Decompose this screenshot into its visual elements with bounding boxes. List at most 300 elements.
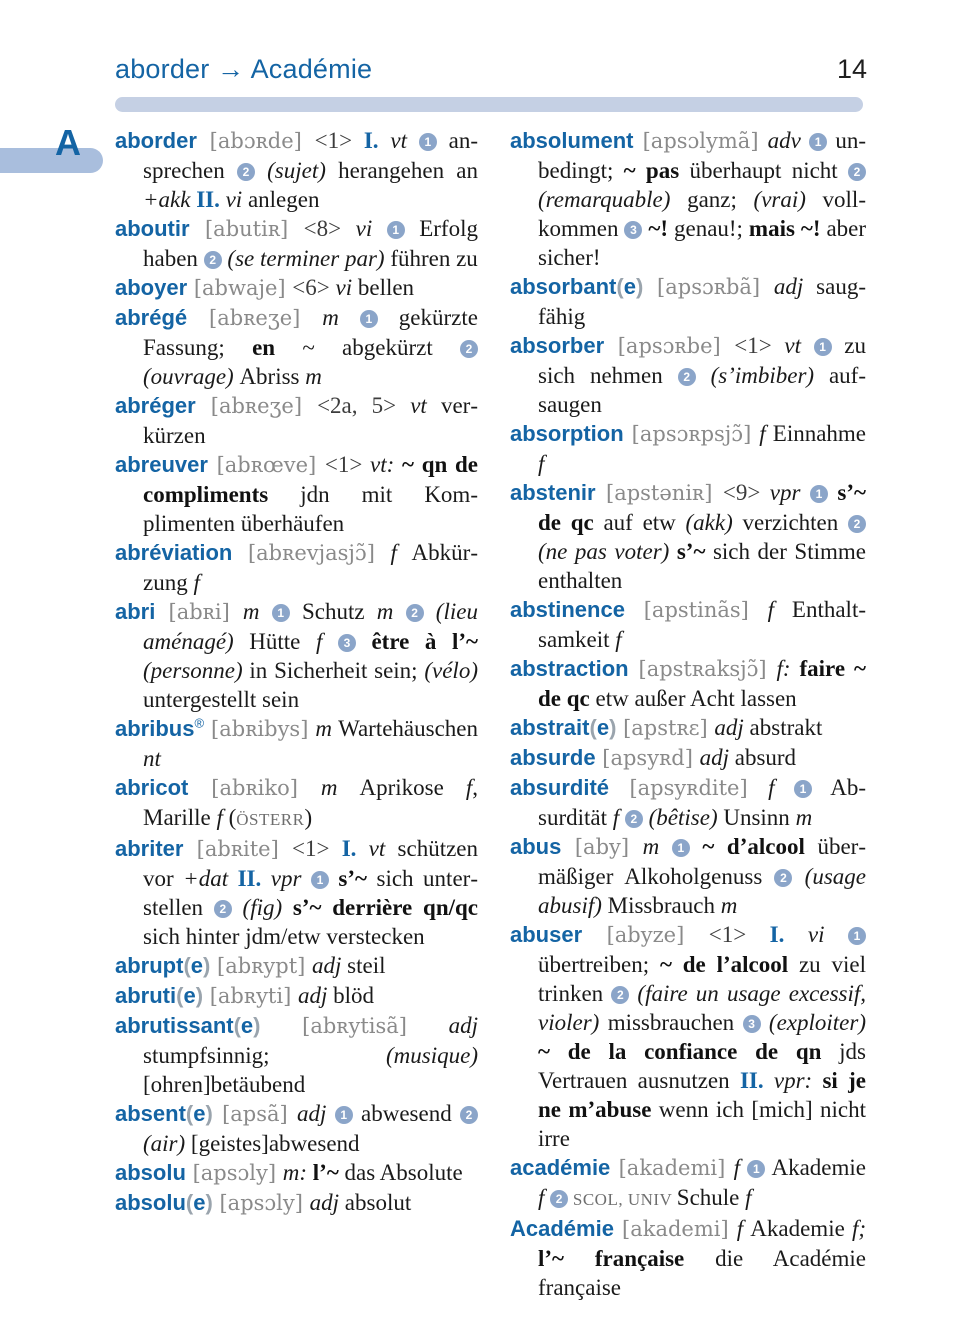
pronunciation: [akademi] [610, 1156, 734, 1180]
text-run: [geistes]abwesend [190, 1131, 360, 1156]
text-run: sich der Stimme enthalten [538, 539, 866, 593]
sense-number-badge: 2 [774, 869, 792, 887]
part-of-speech: f [733, 1155, 748, 1180]
part-of-speech: adv [767, 128, 810, 153]
conjugation-class: <2a, 5> [317, 393, 411, 418]
pronunciation: [apstinãs] [624, 598, 768, 622]
pronunciation: [apsɔly] [212, 1191, 310, 1215]
pronunciation: [abʀiko] [188, 776, 321, 800]
headword: abruti [115, 983, 177, 1008]
part-of-speech: f [745, 1185, 752, 1210]
part-of-speech: nt [143, 746, 161, 771]
headword: e [240, 1013, 254, 1038]
sense-number-badge: 2 [460, 1106, 478, 1124]
headword: abreuver [115, 452, 208, 477]
pronunciation: [abʀeʒe] [195, 394, 318, 418]
text-run: blöd [333, 983, 374, 1008]
headword: abstenir [510, 480, 596, 505]
pronunciation: [abʀypt] [210, 954, 313, 978]
bold-phrase: l’~ [312, 1160, 345, 1185]
roman-numeral: II. [196, 187, 226, 212]
usage-label: (musique) [386, 1043, 478, 1068]
dictionary-entry [510, 1153, 866, 1214]
dictionary-column-left [115, 126, 478, 1302]
part-of-speech: vpr [270, 866, 311, 891]
dictionary-entry [510, 920, 866, 1153]
headword: e [623, 274, 636, 299]
pronunciation: [abwaje] [187, 276, 293, 300]
text-run: untergestellt sein [143, 687, 300, 712]
part-of-speech: f [390, 540, 412, 565]
part-of-speech: f: [776, 656, 800, 681]
headword-paren: ) [205, 1101, 213, 1126]
pronunciation: [abʀi] [155, 600, 243, 624]
headword: Académie [510, 1216, 614, 1241]
headword: abus [510, 834, 562, 859]
headword-paren: ) [203, 953, 211, 978]
dictionary-entry [510, 743, 866, 773]
text-run: bellen [357, 275, 415, 300]
text-run: jdn mit Komplimenten überhäufen [143, 482, 478, 536]
domain-label: SCOL, UNIV [568, 1190, 677, 1209]
sense-number-badge: 1 [272, 604, 290, 622]
dictionary-entry [115, 391, 478, 450]
part-of-speech: adj [297, 983, 334, 1008]
bold-phrase: s’~ de qc [538, 480, 866, 535]
text-run: vollkommen [538, 187, 866, 241]
roman-numeral: I. [363, 128, 391, 153]
part-of-speech: vi [335, 275, 358, 300]
sense-number-badge: 2 [204, 251, 222, 269]
headword-paren: ( [183, 953, 191, 978]
part-of-speech: m [642, 834, 672, 859]
roman-numeral: II. [237, 866, 271, 891]
pronunciation: [abʀite] [183, 837, 292, 861]
dictionary-entry [115, 214, 478, 273]
usage-label: (vrai) [753, 187, 823, 212]
dictionary-entry [115, 1188, 478, 1218]
usage-label: +dat [183, 866, 238, 891]
headword-paren: ) [253, 1013, 261, 1038]
text-run: stumpfsinnig; [143, 1043, 387, 1068]
text-run: zu sich nehmen [538, 333, 866, 388]
pronunciation: [apstəniʀ] [595, 481, 723, 505]
usage-label: (se terminer par) [221, 246, 391, 271]
bold-phrase: s’~ [328, 866, 377, 891]
part-of-speech: f [736, 1216, 751, 1241]
usage-label: +akk [143, 187, 197, 212]
sense-number-badge: 2 [678, 368, 696, 386]
headword: abstinence [510, 597, 625, 622]
usage-label: (akk) [685, 510, 743, 535]
headword-paren: ) [609, 715, 617, 740]
text-run: sich unterstellen [143, 866, 478, 920]
usage-label: (usage abusif) [538, 864, 866, 918]
text-run: Akademie [750, 1216, 852, 1241]
text-run: anlegen [247, 187, 320, 212]
headword: absolu [115, 1160, 186, 1185]
dictionary-entry [115, 303, 478, 391]
conjugation-class: <8> [303, 216, 356, 241]
pronunciation: [akademi] [613, 1217, 737, 1241]
part-of-speech: f [465, 775, 473, 800]
text-run: Abkürzung [143, 540, 478, 595]
text-run: Hütte [249, 629, 316, 654]
headword: e [183, 983, 196, 1008]
part-of-speech: vi [807, 922, 848, 947]
part-of-speech: vi [355, 216, 387, 241]
page-number: 14 [836, 54, 867, 84]
headword: absolu [115, 1190, 186, 1215]
text-run: Aprikose [359, 775, 466, 800]
part-of-speech: vt [784, 333, 814, 358]
text-run: ~ abgekürzt [275, 335, 460, 360]
part-of-speech: f [315, 629, 338, 654]
part-of-speech: f [768, 775, 794, 800]
pronunciation: [apsɔʀpsjɔ̃] [623, 422, 760, 446]
bold-phrase: être à l’~ [355, 629, 478, 654]
pronunciation: [abʀibys] [204, 717, 316, 741]
conjugation-class: <1> [734, 333, 785, 358]
sense-number-badge: 3 [624, 221, 642, 239]
headword-paren: ( [589, 715, 597, 740]
page-header-title: aborder → Académie [115, 54, 373, 84]
sense-number-badge: 1 [794, 780, 812, 798]
dictionary-entry [510, 654, 866, 713]
part-of-speech: f [216, 805, 229, 830]
sense-number-badge: 2 [848, 163, 866, 181]
dictionary-entry [510, 272, 866, 331]
part-of-speech: m [376, 599, 406, 624]
pronunciation: [abʀœve] [207, 453, 325, 477]
sense-number-badge: 2 [625, 810, 643, 828]
headword: aborder [115, 128, 197, 153]
text-run: ( [228, 805, 237, 830]
text-run: übermäßiger Alkoholgenuss [538, 834, 866, 889]
dictionary-entry [115, 126, 478, 214]
sense-number-badge: 2 [406, 604, 424, 622]
headword: absorption [510, 421, 624, 446]
text-run: absurd [734, 745, 797, 770]
part-of-speech: f [193, 570, 200, 595]
sense-number-badge: 3 [743, 1015, 761, 1033]
dictionary-entry [115, 273, 478, 303]
bold-phrase: s’~ derrière qn/qc [292, 895, 478, 920]
sense-number-badge: 1 [747, 1160, 765, 1178]
section-letter: A [55, 122, 81, 163]
headword: abribus [115, 716, 195, 741]
pronunciation: [apsɔʀbe] [604, 334, 735, 358]
part-of-speech: f [615, 627, 622, 652]
headword: abriter [115, 836, 184, 861]
text-run: führen zu [390, 246, 478, 271]
bold-phrase: ~ d’alcool [689, 834, 818, 859]
dictionary-entry [115, 1158, 478, 1188]
usage-label: (fig) [231, 895, 293, 920]
pronunciation: [abɔʀde] [196, 129, 315, 153]
dictionary-entry [115, 834, 478, 951]
text-run: ganz; [687, 187, 754, 212]
bold-phrase: faire ~ de qc [538, 656, 866, 711]
dictionary-entry [115, 981, 478, 1011]
sense-number-badge: 1 [360, 310, 378, 328]
headword: abrégé [115, 305, 188, 330]
part-of-speech: m [315, 716, 339, 741]
dictionary-entry [510, 595, 866, 654]
dictionary-entry [115, 538, 478, 597]
usage-label: (exploiter) [760, 1010, 866, 1035]
conjugation-class: <1> [324, 452, 371, 477]
dictionary-entry [510, 832, 866, 920]
sense-number-badge: 1 [419, 133, 437, 151]
part-of-speech: f [767, 597, 792, 622]
headword: académie [510, 1155, 611, 1180]
text-run: saugfähig [538, 274, 867, 329]
text-run: übertreiben; [538, 952, 660, 977]
pronunciation: [abutiʀ] [189, 217, 304, 241]
dictionary-entry [115, 1011, 478, 1099]
text-run: Unsinn [723, 805, 796, 830]
text-run: etw außer Acht lassen [595, 686, 797, 711]
sense-number-badge: 1 [335, 1106, 353, 1124]
sense-number-badge: 3 [338, 634, 356, 652]
usage-label: (personne) [143, 658, 250, 683]
text-run: , Marille [143, 775, 478, 830]
text-run: aufsaugen [538, 363, 867, 417]
usage-label: (ne pas voter) [538, 539, 677, 564]
bold-phrase: ~ de la confiance de qn [538, 1039, 840, 1064]
text-run: ) [304, 805, 313, 830]
headword: e [190, 953, 204, 978]
headword-paren: ) [195, 983, 204, 1008]
sense-number-badge: 1 [672, 839, 690, 857]
headword-paren: ( [185, 1190, 194, 1215]
text-run: unbedingt; [538, 128, 866, 183]
part-of-speech: vt [410, 393, 441, 418]
part-of-speech: m [305, 364, 322, 389]
conjugation-class: <1> [708, 922, 770, 947]
thumb-index-tab [0, 148, 103, 173]
text-run: Abriss [239, 364, 306, 389]
sense-number-badge: 1 [311, 871, 329, 889]
text-run: die Académie française [538, 1246, 866, 1300]
headword-paren: ( [616, 274, 624, 299]
pronunciation: [apsyʀdite] [609, 776, 769, 800]
part-of-speech: m: [282, 1160, 313, 1185]
headword: absurde [510, 745, 596, 770]
headword: absent [115, 1101, 186, 1126]
part-of-speech: m [320, 775, 360, 800]
part-of-speech: vpr: [773, 1068, 823, 1093]
sense-number-badge: 2 [460, 340, 478, 358]
part-of-speech: f; [851, 1216, 866, 1241]
dictionary-entry [510, 126, 866, 272]
headword: aboutir [115, 216, 190, 241]
text-run: zu viel trinken [538, 952, 867, 1006]
dictionary-page-body [115, 126, 866, 1302]
usage-label: (ouvrage) [143, 364, 240, 389]
pronunciation: [abyze] [582, 923, 709, 947]
headword: absurdité [510, 775, 610, 800]
headword-paren: ( [233, 1013, 241, 1038]
dictionary-entry [510, 478, 866, 595]
pronunciation: [apstʀɛ] [616, 716, 715, 740]
roman-numeral: I. [341, 836, 369, 861]
part-of-speech: m [242, 599, 272, 624]
sense-number-badge: 1 [809, 133, 827, 151]
text-run: auf etw [603, 510, 686, 535]
headword: absolument [510, 128, 634, 153]
sense-number-badge: 1 [848, 927, 866, 945]
pronunciation: [apsɔʀbã] [643, 275, 774, 299]
headword: abri [115, 599, 156, 624]
pronunciation: [apsɔlymã] [633, 129, 768, 153]
dictionary-entry [510, 331, 866, 419]
headword: abstraction [510, 656, 629, 681]
text-run: verkürzen [143, 393, 478, 448]
header-rule [115, 97, 863, 112]
text-run: wenn ich [mich] nicht irre [538, 1097, 866, 1151]
part-of-speech: adj [699, 745, 735, 770]
sense-number-badge: 1 [814, 338, 832, 356]
part-of-speech: vt [368, 836, 398, 861]
conjugation-class: <1> [292, 836, 342, 861]
text-run: Schule [676, 1185, 746, 1210]
text-run: steil [347, 953, 386, 978]
sense-number-badge: 2 [611, 986, 629, 1004]
pronunciation: [apsɔly] [185, 1161, 283, 1185]
headword-paren: ( [176, 983, 184, 1008]
dictionary-entry [115, 1099, 478, 1158]
text-run: das Absolute [344, 1160, 463, 1185]
pronunciation: [abʀeʒe] [187, 306, 323, 330]
headword: abricot [115, 775, 189, 800]
sense-number-badge: 2 [237, 163, 255, 181]
usage-label: (sujet) [254, 158, 339, 183]
usage-label: (bêtise) [642, 805, 724, 830]
text-run: absolut [344, 1190, 412, 1215]
sense-number-badge: 2 [550, 1190, 568, 1208]
text-run: [ohren]betäubend [143, 1072, 306, 1097]
pronunciation: [aby] [561, 835, 643, 859]
roman-numeral: II. [739, 1068, 774, 1093]
dictionary-entry [115, 773, 478, 834]
headword: e [193, 1101, 206, 1126]
conjugation-class: <6> [292, 275, 336, 300]
part-of-speech: adj [714, 715, 750, 740]
text-run: missbrauchen [607, 1010, 743, 1035]
bold-phrase: s’~ [676, 539, 713, 564]
bold-phrase: en [252, 335, 276, 360]
part-of-speech: adj [309, 1190, 345, 1215]
bold-phrase: ~ qn de compliments [143, 452, 478, 507]
pronunciation: [apsã] [212, 1102, 297, 1126]
headword: abuser [510, 922, 583, 947]
dictionary-entry [115, 951, 478, 981]
conjugation-class: <9> [722, 480, 770, 505]
part-of-speech: vpr [769, 480, 810, 505]
part-of-speech: adj [773, 274, 817, 299]
pronunciation: [apsyʀd] [595, 746, 700, 770]
part-of-speech: f [538, 451, 545, 476]
pronunciation: [apstʀaksjɔ̃] [628, 657, 777, 681]
sense-number-badge: 2 [214, 900, 232, 918]
pronunciation: [abʀytisã] [260, 1014, 449, 1038]
part-of-speech: vt: [370, 452, 403, 477]
sense-number-badge: 1 [387, 221, 405, 239]
dictionary-column-right [510, 126, 866, 1302]
text-run: herangehen an [338, 158, 478, 183]
text-run: Absurdität [538, 775, 866, 830]
headword-paren: ) [205, 1190, 213, 1215]
bold-phrase: ~! [642, 216, 674, 241]
part-of-speech: m [795, 805, 813, 830]
text-run: genau!; [673, 216, 749, 241]
text-run: ansprechen [143, 128, 478, 183]
headword: absorber [510, 333, 605, 358]
text-run: abwesend [352, 1101, 461, 1126]
roman-numeral: I. [769, 922, 808, 947]
pronunciation: [abʀyti] [203, 984, 298, 1008]
part-of-speech: m [720, 893, 738, 918]
dictionary-entry [510, 773, 866, 832]
registered-mark: ® [194, 715, 205, 731]
dictionary-entry [510, 713, 866, 743]
part-of-speech: f [612, 805, 625, 830]
dictionary-entry [510, 1214, 866, 1302]
text-run: Schutz [289, 599, 377, 624]
headword: abréger [115, 393, 196, 418]
bold-phrase: ~ pas [623, 158, 690, 183]
dictionary-entry [115, 450, 478, 538]
part-of-speech: m [322, 305, 360, 330]
domain-label: ÖSTERR [236, 810, 305, 829]
conjugation-class: <1> [314, 128, 364, 153]
bold-phrase: l’~ française [538, 1246, 716, 1271]
usage-label: (faire un usage excessif, violer) [538, 981, 867, 1035]
text-run: Missbrauch [607, 893, 721, 918]
bold-phrase: si je ne m’abuse [538, 1068, 866, 1122]
usage-label: (remarquable) [538, 187, 688, 212]
bold-phrase: mais ~! [748, 216, 827, 241]
text-run: verzichten [742, 510, 848, 535]
part-of-speech: vi [225, 187, 248, 212]
part-of-speech: adj [448, 1013, 478, 1038]
text-run: gekürzte Fassung; [143, 305, 478, 360]
dictionary-entry [115, 597, 478, 714]
text-run: Wartehäuschen [338, 716, 478, 741]
headword-paren: ( [185, 1101, 194, 1126]
dictionary-entry [510, 419, 866, 478]
dictionary-entry [115, 714, 478, 773]
sense-number-badge: 2 [848, 515, 866, 533]
usage-label: (s’imbiber) [695, 363, 829, 388]
part-of-speech: vt [390, 128, 419, 153]
text-run: in Sicherheit sein; [249, 658, 425, 683]
headword: e [596, 715, 610, 740]
text-run: aber sicher! [538, 216, 867, 270]
headword-paren: ) [635, 274, 644, 299]
usage-label: (lieu aménagé) [143, 599, 478, 654]
headword: e [193, 1190, 206, 1215]
text-run: jds Vertrauen ausnutzen [538, 1039, 866, 1093]
pronunciation: [abʀevjasjɔ̃] [232, 541, 391, 565]
headword: abstrait [510, 715, 590, 740]
headword: abréviation [115, 540, 233, 565]
part-of-speech: f [538, 1185, 551, 1210]
text-run: Erfolg haben [143, 216, 478, 271]
part-of-speech: adj [312, 953, 348, 978]
